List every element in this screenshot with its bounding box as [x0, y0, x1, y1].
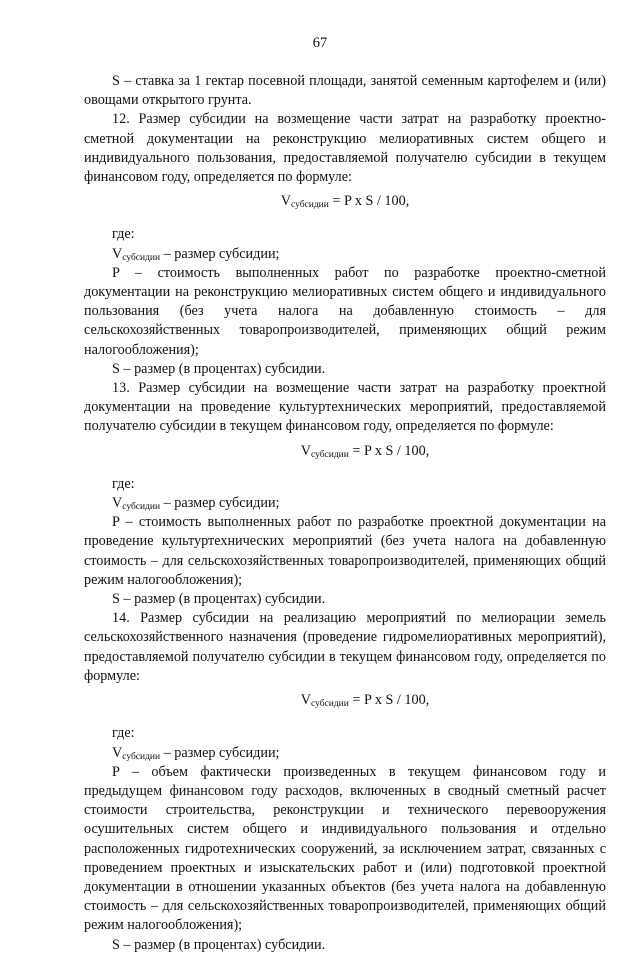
section-13-intro: 13. Размер субсидии на возмещение части затрат на разработку проектной документации на проведение культуртехнических мероприятий, предоставляемой получателю субсидии в текущем финансовом году, определяется по формуле: — [84, 380, 606, 435]
page-number: 67 — [312, 35, 328, 51]
section-13-def-v: $V_{субсидии}$ – размер субсидии; — [112, 495, 280, 513]
section-13-where: где: — [112, 475, 135, 492]
section-13-formula: $V_{субсидии} = P$ x S / 100, — [300, 442, 430, 460]
section-13-def-s: S – размер (в процентах) субсидии. — [112, 591, 326, 608]
document-body — [84, 72, 606, 955]
section-14-def-s: S – размер (в процентах) субсидии. — [112, 936, 326, 953]
section-12-def-v: $V_{субсидии}$ – размер субсидии; — [112, 245, 280, 263]
section-14-intro: 14. Размер субсидии на реализацию мероприятий по мелиорации земель сельскохозяйственного назначения (проведение гидромелиоративных мероприятий), предоставляемой получателю субсидии в текущем финансовом году, определяется по формуле: — [84, 610, 606, 684]
section-14-formula: $V_{субсидии} = P$ x S / 100, — [300, 692, 430, 710]
section-14-def-v: $V_{субсидии}$ – размер субсидии; — [112, 744, 280, 762]
section-14-where: где: — [112, 725, 135, 742]
section-12-def-p: P – стоимость выполненных работ по разработке проектно-сметной документации на реконструкцию мелиоративных систем общего и индивидуального пользования (без учета налога на добавленную стоимость – для сельскохозяйственных товаропроизводителей, применяющих общий режим налогообложения); — [84, 264, 606, 358]
paragraph-s-rate: S – ставка за 1 гектар посевной площади, занятой семенным картофелем и (или) овощами открытого грунта. — [84, 73, 606, 109]
section-14-def-p: P – объем фактически произведенных в текущем финансовом году и предыдущем финансовом году расходов, включенных в сводный сметный расчет стоимости строительства, реконструкции и технического перевооружения осушительных систем общего и индивидуального пользования и отдельно расположенных гидротехнических сооружений, за исключением затрат, связанных с проведением проектных и изыскательских работ и (или) подготовкой проектной документации в отношении указанных объектов (без учета налога на добавленную стоимость – для сельскохозяйственных товаропроизводителей, применяющих общий режим налогообложения); — [84, 763, 606, 934]
section-12-where: где: — [112, 226, 135, 243]
section-12-formula: $V_{субсидии} = P$ x S / 100, — [280, 193, 410, 211]
section-12-intro: 12. Размер субсидии на возмещение части затрат на разработку проектно-сметной документации на реконструкцию мелиоративных систем общего и индивидуального пользования, предоставляемой получателю субсидии в текущем финансовом году, определяется по формуле: — [84, 111, 606, 186]
section-13-def-p: P – стоимость выполненных работ по разработке проектной документации на проведение культуртехнических мероприятий (без учета налога на добавленную стоимость – для сельскохозяйственных товаропроизводителей, применяющих общий режим налогообложения); — [84, 514, 606, 588]
section-12-def-s: S – размер (в процентах) субсидии. — [112, 360, 326, 377]
